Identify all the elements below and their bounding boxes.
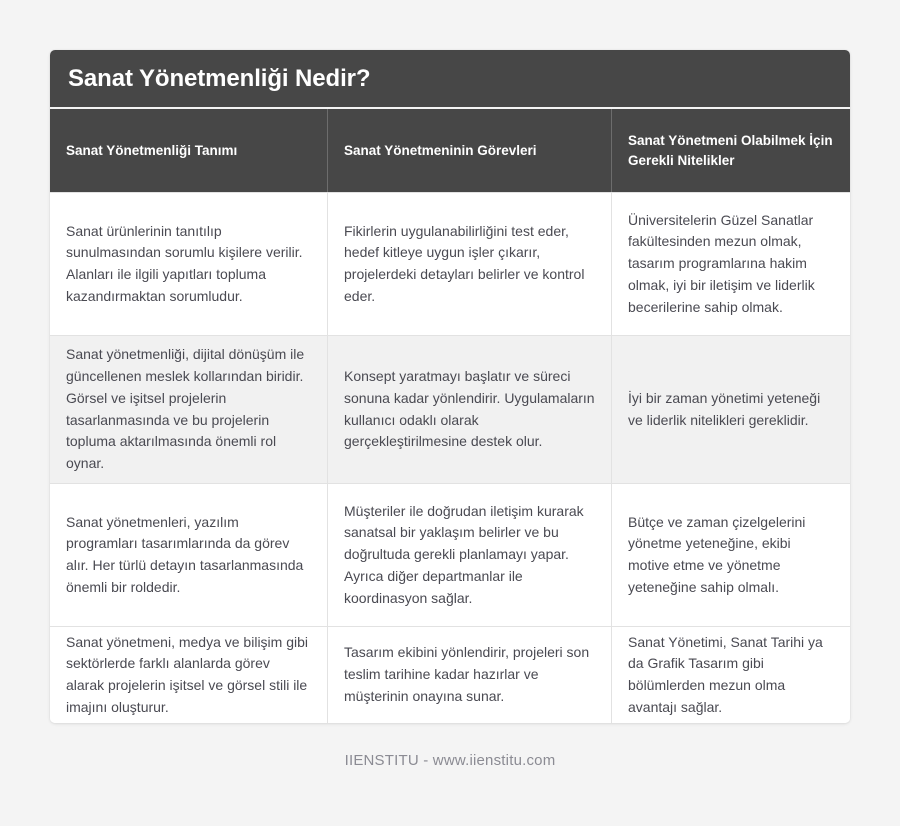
table-cell-qualifications: İyi bir zaman yönetimi yeteneği ve liderlik nitelikleri gereklidir. [628,389,821,428]
column-header-qualifications: Sanat Yönetmeni Olabilmek İçin Gerekli Nitelikler [628,132,833,168]
table-cell-duties: Konsept yaratmayı başlatır ve süreci sonuna kadar yönlendirir. Uygulamaların kullanıcı odaklı olarak gerçekleştirilmesine destek olur. [328,336,612,483]
table-cell-definition: Sanat yönetmenleri, yazılım programları tasarımlarında da görev alır. Her türlü detayın tasarlanmasında önemli bir roldedir. [50,484,328,626]
table-cell-duties: Müşteriler ile doğrudan iletişim kurarak sanatsal bir yaklaşım belirler ve bu doğrultuda gerekli planlamayı yapar. Ayrıca diğer departmanlar ile koordinasyon sağlar. [328,484,612,626]
table-row [50,483,850,626]
table-cell-duties: Fikirlerin uygulanabilirliğini test eder, hedef kitleye uygun işler çıkarır, projelerdeki detayları belirler ve kontrol eder. [328,193,612,335]
footer-attribution: IIENSTITU - www.iienstitu.com [344,752,556,769]
table-row [50,335,850,483]
table-row [50,626,850,723]
table-cell-definition: Sanat ürünlerinin tanıtılıp sunulmasından sorumlu kişilere verilir. Alanları ile ilgili yapıtları topluma kazandırmaktan sorumludur. [50,193,328,335]
table-cell-qualifications: Sanat Yönetimi, Sanat Tarihi ya da Grafik Tasarım gibi bölümlerden mezun olma avantajı sağlar. [628,633,823,715]
table-cell-qualifications: Bütçe ve zaman çizelgelerini yönetme yeteneğine, ekibi motive etme ve yönetme yeteneğine sahip olmalı. [628,513,806,595]
table-row [50,192,850,335]
column-header-duties: Sanat Yönetmeninin Görevleri [328,109,612,192]
table-column-header-row [50,109,850,192]
table-cell-definition: Sanat yönetmeni, medya ve bilişim gibi sektörlerde farklı alanlarda görev alarak projelerin işitsel ve görsel stili ile imajını oluşturur. [50,627,328,723]
column-header-definition: Sanat Yönetmenliği Tanımı [50,109,328,192]
table-cell-qualifications: Üniversitelerin Güzel Sanatlar fakültesinden mezun olmak, tasarım programlarına hakim olmak, iyi bir iletişim ve liderlik becerilerine sahip olmak. [628,211,815,315]
page-title: Sanat Yönetmenliği Nedir? [68,64,371,92]
table-cell-definition: Sanat yönetmenliği, dijital dönüşüm ile güncellenen meslek kollarından biridir. Görsel ve işitsel projelerin tasarlanmasında ve bu projelerin topluma aktarılmasında önemli rol oynar. [50,336,328,483]
table-title-bar [50,50,850,109]
info-table [50,50,850,723]
table-cell-duties: Tasarım ekibini yönlendirir, projeleri son teslim tarihine kadar hazırlar ve müşterinin onayına sunar. [328,627,612,723]
